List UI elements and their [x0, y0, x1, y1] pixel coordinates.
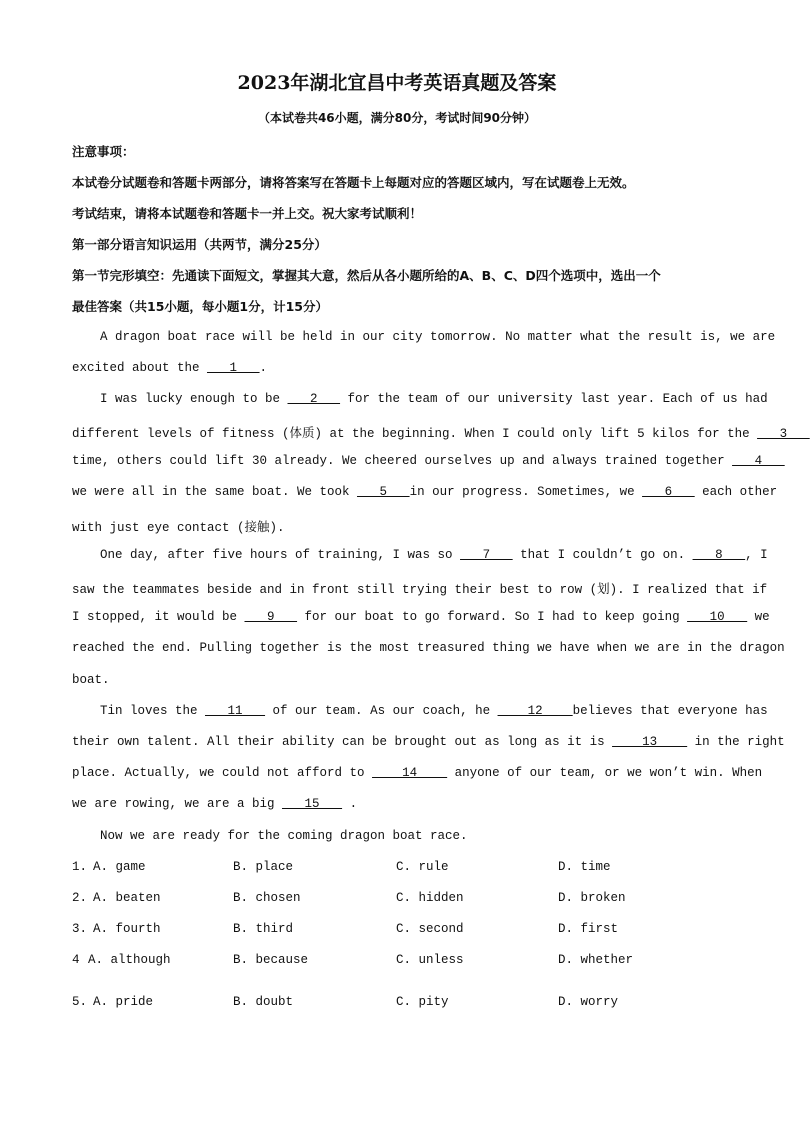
- blank-15: ___15___: [282, 797, 343, 811]
- question-number: 5.: [72, 995, 88, 1009]
- notice-line-2: 考试结束，请将本试题卷和答题卡一并上交。祝大家考试顺利！: [72, 206, 423, 221]
- passage-line: One day, after five hours of training, I was so ___7___ that I couldn’t go on. ___8___, I: [100, 548, 768, 562]
- blank-11: ___11___: [205, 704, 266, 718]
- option-c: C. hidden: [396, 891, 464, 905]
- question-number: 2.: [72, 891, 88, 905]
- passage-line: A dragon boat race will be held in our city tomorrow. No matter what the result is, we are: [100, 330, 776, 344]
- option-b: B. place: [233, 860, 294, 874]
- blank-14: ____14____: [372, 766, 448, 780]
- passage-line: boat.: [72, 673, 110, 687]
- blank-8: ___8___: [692, 548, 746, 562]
- passage-line: Now we are ready for the coming dragon boat race.: [100, 829, 468, 843]
- page-subtitle: （本试卷共46小题，满分80分，考试时间90分钟）: [257, 111, 537, 125]
- option-c: C. rule: [396, 860, 449, 874]
- option-a: A. beaten: [93, 891, 161, 905]
- option-d: D. broken: [558, 891, 626, 905]
- passage-line: excited about the ___1___.: [72, 361, 268, 375]
- option-a: A. game: [93, 860, 146, 874]
- passage-line: their own talent. All their ability can be brought out as long as it is ____13____ in the right: [72, 735, 785, 749]
- option-c: C. unless: [396, 953, 464, 967]
- blank-6: ___6___: [642, 485, 695, 499]
- blank-10: ___10___: [687, 610, 748, 624]
- option-c: C. pity: [396, 995, 449, 1009]
- option-c: C. second: [396, 922, 464, 936]
- passage-line: we were all in the same boat. We took ___5___in our progress. Sometimes, we ___6___ each other: [72, 485, 778, 499]
- passage-line: time, others could lift 30 already. We cheered ourselves up and always trained together ___4___: [72, 454, 785, 468]
- option-b: B. third: [233, 922, 294, 936]
- notice-heading: 注意事项：: [72, 144, 135, 159]
- part-heading: 第一部分语言知识运用（共两节，满分25分）: [72, 237, 327, 252]
- question-number: 3.: [72, 922, 88, 936]
- option-a: A. fourth: [93, 922, 161, 936]
- blank-13: ____13____: [612, 735, 688, 749]
- blank-12: ____12____: [497, 704, 573, 718]
- option-a: A. although: [88, 953, 171, 967]
- section-instruction-2: 最佳答案（共15小题，每小题1分，计15分）: [72, 299, 328, 314]
- option-d: D. time: [558, 860, 611, 874]
- passage-line: we are rowing, we are a big ___15___ .: [72, 797, 358, 811]
- blank-3: ___3___: [757, 427, 810, 441]
- blank-5: ___5___: [357, 485, 410, 499]
- blank-2: ___2___: [287, 392, 341, 406]
- blank-7: ___7___: [460, 548, 513, 562]
- blank-1: ___1___: [207, 361, 260, 375]
- blank-4: ___4___: [732, 454, 785, 468]
- passage-line: saw the teammates beside and in front still trying their best to row (划). I realized that if: [72, 583, 768, 597]
- passage-line: different levels of fitness (体质) at the beginning. When I could only lift 5 kilos for the ___3___: [72, 427, 810, 441]
- section-instruction-1: 第一节完形填空：先通读下面短文，掌握其大意，然后从各小题所给的A、B、C、D四个选项中，选出一个: [72, 268, 661, 283]
- option-d: D. worry: [558, 995, 619, 1009]
- passage-line: with just eye contact (接触).: [72, 521, 285, 535]
- question-number: 1.: [72, 860, 88, 874]
- option-d: D. first: [558, 922, 619, 936]
- passage-line: reached the end. Pulling together is the most treasured thing we have when we are in the dragon: [72, 641, 785, 655]
- option-d: D. whether: [558, 953, 634, 967]
- passage-line: I stopped, it would be ___9___ for our boat to go forward. So I had to keep going ___10___ we: [72, 610, 770, 624]
- passage-line: place. Actually, we could not afford to ____14____ anyone of our team, or we won’t win. When: [72, 766, 763, 780]
- passage-line: Tin loves the ___11___ of our team. As our coach, he ____12____believes that everyone has: [100, 704, 768, 718]
- passage-line: I was lucky enough to be ___2___ for the team of our university last year. Each of us had: [100, 392, 768, 406]
- option-b: B. because: [233, 953, 309, 967]
- page-title: 2023年湖北宜昌中考英语真题及答案: [237, 72, 557, 94]
- option-b: B. doubt: [233, 995, 294, 1009]
- option-a: A. pride: [93, 995, 154, 1009]
- blank-9: ___9___: [244, 610, 298, 624]
- option-b: B. chosen: [233, 891, 301, 905]
- notice-line-1: 本试卷分试题卷和答题卡两部分，请将答案写在答题卡上每题对应的答题区域内，写在试题卷上无效。: [72, 175, 635, 190]
- question-number: 4: [72, 953, 80, 967]
